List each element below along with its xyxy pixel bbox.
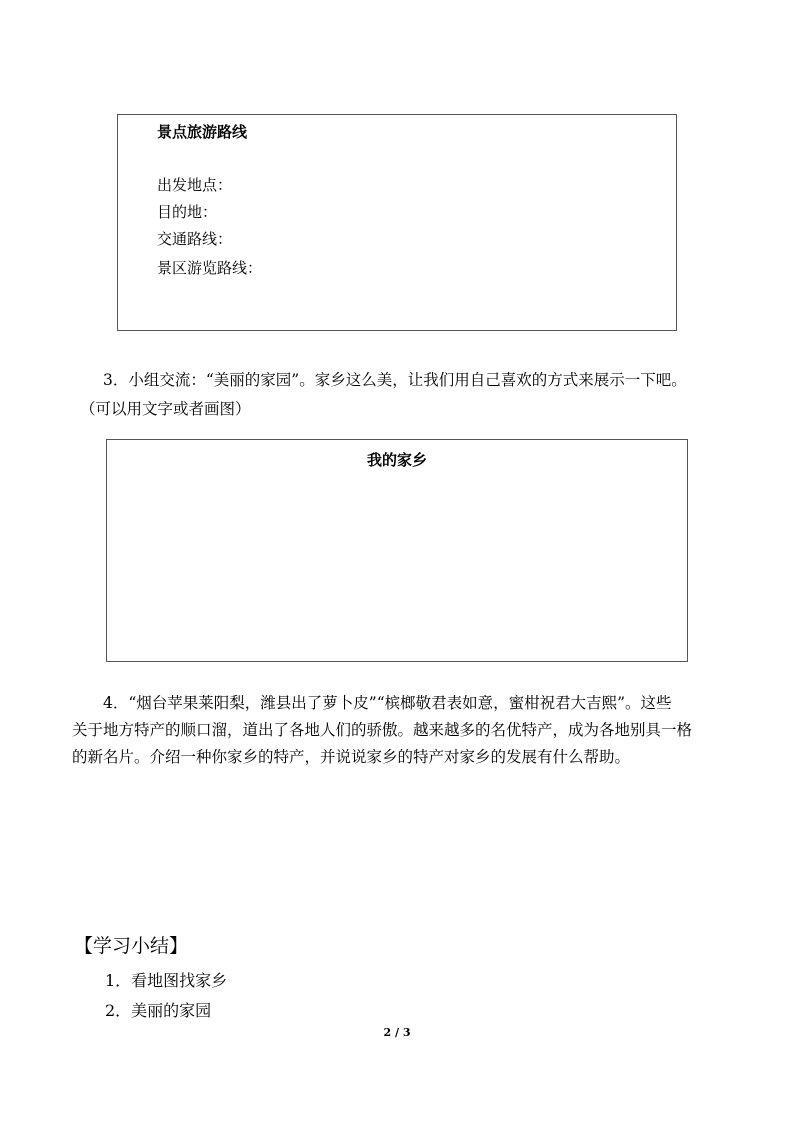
question-3-line-1: 3．小组交流：“美丽的家园”。家乡这么美，让我们用自己喜欢的方式来展示一下吧。 xyxy=(103,371,687,389)
route-box xyxy=(117,114,677,331)
route-field-transport: 交通路线： xyxy=(157,230,233,248)
summary-item-1: 1．看地图找家乡 xyxy=(105,971,228,990)
route-field-destination: 目的地： xyxy=(157,203,218,221)
route-field-start: 出发地点： xyxy=(157,176,233,194)
question-4-line-1: 4．“烟台苹果莱阳梨，潍县出了萝卜皮”“槟榔敬君表如意，蜜柑祝君大吉熙”。这些 xyxy=(103,694,672,712)
route-field-tour-route: 景区游览路线： xyxy=(157,259,263,277)
hometown-box xyxy=(106,439,688,662)
summary-heading: 【学习小结】 xyxy=(74,935,189,957)
hometown-box-title: 我的家乡 xyxy=(366,451,427,469)
page-number: 2 / 3 xyxy=(383,1026,411,1039)
summary-item-2: 2．美丽的家园 xyxy=(105,1001,212,1020)
route-box-title: 景点旅游路线 xyxy=(157,123,248,141)
question-3-line-2: （可以用文字或者画图） xyxy=(80,400,251,418)
question-4-line-3: 的新名片。介绍一种你家乡的特产，并说说家乡的特产对家乡的发展有什么帮助。 xyxy=(72,748,631,766)
question-4-line-2: 关于地方特产的顺口溜，道出了各地人们的骄傲。越来越多的名优特产，成为各地别具一格 xyxy=(72,721,693,739)
